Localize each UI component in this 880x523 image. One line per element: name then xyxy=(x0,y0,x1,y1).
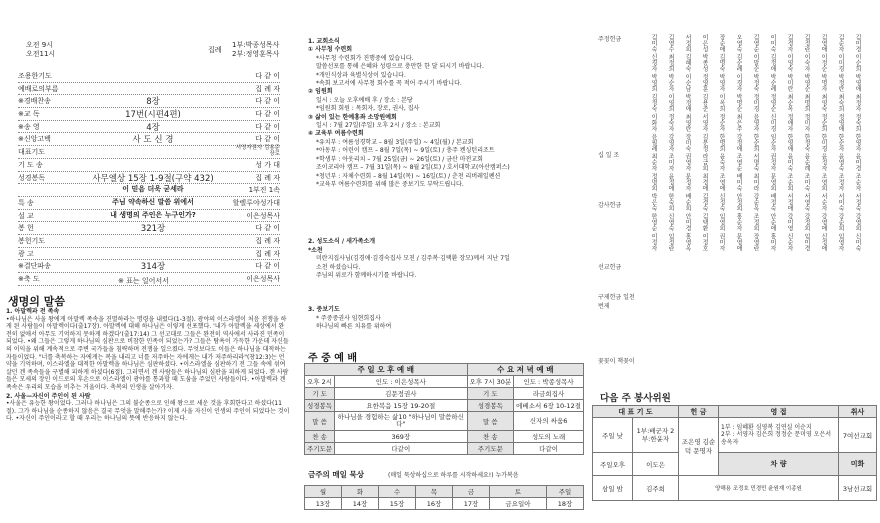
order-value: 사무엘상 15장 1-9절(구약 432) xyxy=(92,173,214,184)
chapter-cell: 14장 xyxy=(342,498,379,510)
worship-row xyxy=(305,431,584,443)
order-lead: 집 례 자 xyxy=(255,84,280,93)
order-row xyxy=(18,70,280,83)
offering-column xyxy=(590,0,880,523)
service-time-2: 오전11시 xyxy=(26,50,56,58)
order-lead: 성 가 대 xyxy=(255,160,280,169)
worship-cell: 369장 xyxy=(335,431,467,443)
order-name: 예배로의부름 xyxy=(18,84,59,93)
order-name: 광 고 xyxy=(18,249,34,258)
chapter-cell: 17장 xyxy=(453,498,490,510)
day-cell: 월 xyxy=(305,486,342,498)
officiant-1: 1부:박종성목사 xyxy=(232,41,280,49)
list-line: 일시 : 오늘 오후예배 후 / 장소 : 본당 xyxy=(316,96,413,104)
order-lead: 이은성목사 xyxy=(246,211,280,220)
order-row xyxy=(18,197,280,210)
prayer-head: 3. 중보기도 xyxy=(308,306,340,313)
order-name: ※축 도 xyxy=(18,275,40,283)
chapter-cell: 18장 xyxy=(546,498,583,510)
offering-name-column: 김경자 이영숙 박미란 최순옥 정애자 한영애 윤미숙 조순희 서정애 강미영 신순자 xyxy=(786,34,793,252)
welcome-first: 1부 : 임혜환 심영복 김연실 이순지 xyxy=(721,423,812,431)
sunday-pm-time: 오후 2시 xyxy=(305,376,335,388)
order-row xyxy=(18,172,280,185)
order-value: 이 믿음 더욱 굳세라 xyxy=(122,185,184,194)
worship-row xyxy=(305,400,584,412)
order-name: 기 도 송 xyxy=(18,160,43,169)
order-lead: 집 례 자 xyxy=(255,236,280,245)
list-line: ① 사무청 수련회 xyxy=(308,46,353,54)
church-news xyxy=(308,38,584,189)
next-week-servers-title: 다음 주 봉사위원 xyxy=(600,393,671,404)
worship-cell: 말 씀 xyxy=(467,412,514,431)
offering-label: 주정헌금 xyxy=(598,36,622,43)
day-cell: 목 xyxy=(416,486,453,498)
order-name: ※교 독 xyxy=(18,110,40,119)
member-news-list xyxy=(308,247,584,281)
chapter-cell: 금요일아 xyxy=(490,498,547,510)
order-value: 17번(시편4편) xyxy=(125,110,181,121)
row-pm-prayer: 이도은 xyxy=(633,453,679,476)
row-sunday-label: 주일 낮 xyxy=(593,418,633,453)
worship-cell: 주기도문 xyxy=(467,443,514,455)
worship-row xyxy=(305,412,584,431)
offering-name-column: 김영수 최정희 박순자 이영희 정숙자 강영자 조미자 윤정애 한숙희 신영숙 임정란 xyxy=(667,34,674,252)
order-name: ※신앙고백 xyxy=(18,135,51,144)
chapter-cell: 16장 xyxy=(416,498,453,510)
list-line: ④ 교육부 여름수련회 xyxy=(308,130,364,138)
order-name: 성경봉독 xyxy=(18,173,46,182)
member-news-head: 2. 성도소식 / 새가족소개 xyxy=(308,238,376,245)
list-line: 주님의 위로가 함께하시기를 바랍니다. xyxy=(316,272,417,280)
order-value: 주님 약속하신 말씀 위에서 xyxy=(112,197,194,206)
list-line: 일시 : 7월 27일(주일) 오후 2시 / 장소 : 본교회 xyxy=(316,122,441,130)
order-lead: 서영자권사 김용준장로 xyxy=(235,145,280,157)
worship-cell: 성경봉독 xyxy=(305,400,335,412)
worship-cell: 주기도문 xyxy=(305,443,335,455)
order-row xyxy=(18,222,280,235)
list-line: ③ 삶이 있는 한예홍좌 소망원예회 xyxy=(308,113,397,121)
member-news xyxy=(308,238,584,281)
worship-cell: 찬 송 xyxy=(305,431,335,443)
day-cell: 주일 xyxy=(546,486,583,498)
row-pm-label: 주일오후 xyxy=(593,453,633,476)
list-line: * 주중중권사 임현희집사 xyxy=(316,314,381,322)
order-value: 4장 xyxy=(146,122,160,133)
day-cell: 화 xyxy=(342,486,379,498)
order-lead: 다 같 이 xyxy=(255,72,280,80)
prayer-list xyxy=(308,315,584,332)
head-meal: 취사 xyxy=(839,406,877,418)
order-lead: 다 같 이 xyxy=(255,224,280,233)
head-car: 차 량 xyxy=(719,453,839,476)
wednesday-time: 오후 7시 30분 xyxy=(467,376,514,388)
worship-cell: 라금희집사 xyxy=(514,388,584,400)
list-line: 조이코리아 캠프 – 7월 31일(목) ~ 8월 2일(토) / 호서대학교(아산캠퍼스) xyxy=(316,164,510,172)
officiant-label: 집례 xyxy=(208,46,222,54)
offering-label: 구제헌금 일천번제 xyxy=(598,294,635,310)
worship-cell: 성경봉독 xyxy=(467,400,514,412)
list-line: *임원회 회원 : 목회자, 장로, 권사, 집사 xyxy=(316,105,420,113)
wednesday-leader: 인도 : 박종성목사 xyxy=(514,376,584,388)
list-line: *개인식상과 육별식상이 있습니다. xyxy=(316,71,406,79)
worship-cell: 성도의 노래 xyxy=(514,431,584,443)
order-name: ※경배찬송 xyxy=(18,97,51,106)
order-of-worship-column xyxy=(0,0,296,523)
offering-name-column: 김미숙 신경자 박영희 김정숙 이화자 윤필례 최순자 정명희 박은숙 한영순 이정자 xyxy=(650,34,657,252)
worship-cell: 다같이 xyxy=(514,443,584,455)
servers-table xyxy=(592,405,877,501)
list-line: *사무청 수련회가 진행중에 있습니다. xyxy=(316,54,414,62)
list-line: 미란지집사님(김경애·김경숙집사 모친 / 김주복·김택환 장모)께서 지난 7일 xyxy=(316,255,510,263)
worship-cell: 요한복음 15장 19-20절 xyxy=(335,400,467,412)
sermon-point-2-head: 2. 사울—자신이 주인이 된 사람 xyxy=(6,392,91,400)
news-head: 1. 교회소식 xyxy=(308,38,340,45)
offering-label: 꽃꽂이 책꽂이 xyxy=(598,358,635,365)
order-name: 봉 헌 xyxy=(18,224,34,233)
officiant-2: 2부:정영훈목사 xyxy=(232,50,280,58)
weekday-worship-title: 주 중 예 배 xyxy=(308,353,358,364)
standing-note: ※ 표는 일어서서 xyxy=(118,277,169,285)
sunday-pm-title: 주 일 오 후 예 배 xyxy=(305,364,468,376)
sermon-point-1: •하나님은 사울 왕에게 아말렉 족속을 진멸하라는 명령을 내렸다(1-3절). 광야의 이스라엘이 처음 전쟁을 하게 된 사람들이 아말렉이다(출17장). 아말렉에 대해 하나님은 이렇게 선포했다. '내가 아말렉을 세상에서 완전히 없애서 아무도 기억하지 못하게 하겠다'(출17:14) 그 선고대로 그들은 완전히 역사에서 사라진 민족이 되었다. •왜 그들은 그렇게 하나님의 심판으로 비참한 민족이 되었는가? 그들은 탐욕이 가득한 가운데 자신들의 이익을 위해 계속적으로 주변 국가들을 침략하며 전쟁을 일으켰다. 무엇보다도 이들은 하나님을 대적하는 자들이었다. "너를 축복하는 자에게는 복을 내리고 너를 저주하는 자에게는 내가 저주하리라"(창12:3)는 언약을 기억하며, 이스라엘을 대적한 아말렉을 하나님은 심판하셨다. •이스라엘을 심판하기 전 그들 속에 섞여 살던 겐 족속들을 구별해 피하게 하셨다(6절). 그러면서 겐 사람들은 하나님의 심판을 피하게 되었다. 겐 사람들은 모세의 장인 이드로의 후손으로 이스라엘이 광야를 통과할 때 도움을 주었던 사람들이다. •아말렉과 겐 족속은 우리의 모습을 비추는 거울이다. 축복의 인생을 살아가자. xyxy=(6,315,289,391)
order-value: 314장 xyxy=(140,262,166,273)
order-name: 특 송 xyxy=(18,198,34,207)
order-value: 8장 xyxy=(146,97,160,108)
offering-label: 선교헌금 xyxy=(598,264,622,271)
order-lead: 이은성목사 xyxy=(246,275,280,283)
list-line: *학생부 : 아웃리치 – 7월 25일(금) ~ 26일(토) / 금산 마전교회 xyxy=(316,155,483,163)
worship-cell: 기 도 xyxy=(305,388,335,400)
row-clean: 3남선교회 xyxy=(839,476,877,501)
row-wed-label: 삼일 밤 xyxy=(593,476,633,501)
worship-cell: 찬 송 xyxy=(467,431,514,443)
sunday-pm-leader: 인도 : 이은성목사 xyxy=(335,376,467,388)
sermon-point-2: •사울은 유능한 왕이었다. 그러나 하나님은 그의 불순종으로 인해 왕으로 세운 것을 후회한다고 하셨다(11절). 그가 하나님을 순종하지 않음은 결국 무엇을 말해주는가? 이제 사울 자신이 인생의 주인이 되었다는 것이다. •자신이 주인이라고 할 때 우리는 하나님의 뜻에 반응하지 않는다. xyxy=(6,400,290,423)
order-row xyxy=(18,210,280,223)
offering-label: 감사헌금 xyxy=(598,202,622,209)
offering-name-column: 장순애 김명숙 박영자 이옥희 정순자 한명희 윤숙자 조영애 신정숙 임영희 권미자 xyxy=(718,34,725,252)
offering-name-column: 이은성 박종성 정영훈 김용준 서영자 김문정 라금희 최경애 김경숙 김택환 이정호 xyxy=(701,34,708,252)
order-row xyxy=(18,260,280,273)
day-cell: 토 xyxy=(490,486,547,498)
list-line: *유치부 : 여름성경학교 – 8월 3일(주일) ~ 4일(월) / 본교회 xyxy=(316,138,474,146)
order-name: 봉헌기도 xyxy=(18,236,46,245)
order-value: 사 도 신 경 xyxy=(132,135,174,146)
worship-cell: 말 씀 xyxy=(305,412,335,431)
offering-name-column: 오영숙 김순례 이경자 박명순 최은주 강정애 조영순 배미숙 안정희 홍순자 문영애 xyxy=(735,34,742,252)
order-name: 조용한기도 xyxy=(18,72,52,80)
row-meal: 7여선교회 xyxy=(839,418,877,453)
weekday-worship-table xyxy=(304,363,584,455)
news-list xyxy=(308,46,584,189)
list-line: 소천 하셨습니다. xyxy=(316,263,361,271)
offering-name-column: 이미숙 김정애 박순례 정영순 신미경 임순자 권정자 문영희 배정숙 안순애 홍미자 xyxy=(769,34,776,252)
worship-row xyxy=(305,443,584,455)
offering-name-column: 서정희 김혜숙 이순남 박정애 최영란 장미숙 권영자 문정자 배순희 안미경 홍영옥 xyxy=(684,34,691,252)
row-offering: 조은영 김순덕 문명자 xyxy=(679,418,719,476)
wednesday-title: 수 요 저 녁 예 배 xyxy=(467,364,584,376)
welcome-second: 2부 : 서영자 김은희 정정순 문미영 오은서 송옥자 xyxy=(721,431,832,446)
head-clean: 미화 xyxy=(839,453,877,476)
worship-cell: 다같이 xyxy=(335,443,467,455)
sermon-body xyxy=(6,308,290,423)
sermon-title: 생명의 말씀 xyxy=(8,295,65,308)
offering-name-column: 김미경 이순희 박영애 최정자 정숙희 한영자 윤미경 조순자 서정숙 강영희 신미숙 xyxy=(854,34,861,252)
order-name: ※송 영 xyxy=(18,122,40,131)
order-lead: 다 같 이 xyxy=(255,97,280,106)
list-line: *소천 xyxy=(308,246,323,254)
order-lead: 할렐루야성가대 xyxy=(232,198,280,207)
prayer-requests xyxy=(308,306,584,332)
offering-name-column: 김순자 이미경 박정란 최숙희 정영애 한순자 윤영숙 조정자 서미숙 강순희 임영자 xyxy=(837,34,844,252)
list-line: *속회 보고서에 사무청 회수를 꼭 적어 주시기 바랍니다. xyxy=(316,80,462,88)
row-car: 양해용 조정호 민경민 윤원재 이종원 xyxy=(679,476,839,501)
offering-label: 십 일 조 xyxy=(598,152,620,159)
order-lead: 다 같 이 xyxy=(255,135,280,144)
order-row xyxy=(18,235,280,248)
order-row xyxy=(18,121,280,134)
day-cell: 금 xyxy=(453,486,490,498)
order-value: 321장 xyxy=(140,224,166,235)
worship-row xyxy=(305,388,584,400)
order-list xyxy=(18,70,280,286)
order-row xyxy=(18,108,280,121)
offering-name-column: 김영순 이말순 박정숙 정미경 윤영자 한순희 서명숙 최미라 강순옥 조정희 장영란 xyxy=(752,34,759,252)
order-name: 대표기도 xyxy=(18,148,46,157)
order-lead: 다 같 이 xyxy=(255,262,280,271)
order-row xyxy=(18,146,280,159)
worship-cell: 기 도 xyxy=(467,388,514,400)
order-name: ※결단파송 xyxy=(18,262,51,271)
day-cell: 수 xyxy=(379,486,416,498)
list-line: ② 임원회 xyxy=(308,88,333,96)
worship-cell: 하나님을 경험하는 삶10 "하나님이 말씀하신다" xyxy=(335,412,467,431)
order-row xyxy=(18,95,280,108)
daily-meditation-sub: (매일 묵상하십으로 하루를 시작하세요!) 누가복음 xyxy=(388,472,519,479)
head-welcome: 영 접 xyxy=(719,406,839,418)
chapter-cell: 15장 xyxy=(379,498,416,510)
order-lead: 다 같 이 xyxy=(255,122,280,131)
offering-name-column: 김정란 이숙자 박영순 최명희 정미자 한정숙 윤순례 조미숙 서영숙 강정희 임미경 xyxy=(803,34,810,252)
order-name: 설 교 xyxy=(18,211,34,220)
order-row xyxy=(18,248,280,261)
row-wed-prayer: 김주희 xyxy=(633,476,679,501)
order-lead: 다 같 이 xyxy=(255,110,280,119)
order-lead: 집 례 자 xyxy=(255,249,280,258)
offering-name-column: 김영애 이정순 박명자 최영숙 정순희 한미경 윤정자 조영희 서순자 강영애 신정애 xyxy=(820,34,827,252)
daily-meditation-table xyxy=(304,485,584,510)
daily-meditation-title: 금주의 매일 묵상 xyxy=(308,470,364,479)
announcements-column xyxy=(296,0,590,523)
order-lead: 집 례 자 xyxy=(255,173,280,182)
row-sunday-prayer: 1부:배군자 2부:한윤자 xyxy=(633,418,679,453)
sermon-point-1-head: 1. 아말렉과 전 족속 xyxy=(6,308,60,315)
order-row xyxy=(18,159,280,172)
list-line: 하나님의 빠른 치유를 위하여 xyxy=(316,323,392,331)
order-lead: 1부진 1속 xyxy=(248,186,280,195)
worship-cell: 신자의 싸움6 xyxy=(514,412,584,431)
worship-cell: 김문정권사 xyxy=(335,388,467,400)
list-line: *청년부 : 자체수련회 – 8월 14일(목) ~ 16일(토) / 춘천 리버레일펜션 xyxy=(316,172,501,180)
order-row xyxy=(18,83,280,96)
head-offering: 헌 금 xyxy=(679,406,719,418)
order-row xyxy=(18,184,280,197)
list-line: 말씀선포를 통해 은혜와 성령으로 충만한 한 달 되시기 바랍니다. xyxy=(316,63,484,71)
list-line: *아동부 : 어린이 캠프 – 8월 7일(목) ~ 9일(토) / 충주 켄싱턴리조트 xyxy=(316,147,495,155)
chapter-cell: 13장 xyxy=(305,498,342,510)
worship-cell: 에베소서 6장 10-12절 xyxy=(514,400,584,412)
service-time-1: 오전 9시 xyxy=(26,41,53,49)
list-line: *교육부 여름수련회를 위해 많은 중보기도 부탁드립니다. xyxy=(316,180,464,188)
order-value: 내 생명의 주인은 누구인가? xyxy=(110,210,196,219)
head-prayer: 대 표 기 도 xyxy=(593,406,679,418)
